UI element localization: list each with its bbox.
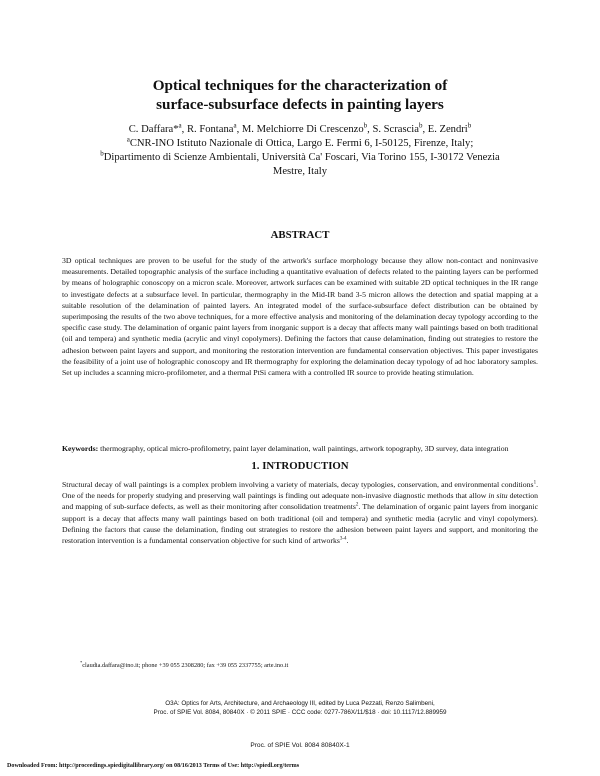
affiliation-text: CNR-INO Istituto Nazionale di Ottica, Largo E. Fermi 6, I-50125, Firenze, Italy; xyxy=(129,138,474,149)
author-name: C. Daffara* xyxy=(128,124,179,135)
keywords-text: thermography, optical micro-profilometry, paint layer delamination, wall paintings, artwork topography, 3D survey, data integration xyxy=(98,444,509,453)
citation-marker: 1 xyxy=(533,480,537,486)
introduction-paragraph xyxy=(62,479,538,546)
download-notice: Downloaded From: http://proceedings.spiedigitallibrary.org/ on 08/16/2013 Terms of Use: http://spiedl.org/terms xyxy=(7,763,300,769)
keywords-block xyxy=(62,443,538,454)
abstract-heading: ABSTRACT xyxy=(270,229,330,241)
abstract-text: 3D optical techniques are proven to be useful for the study of the artwork's surface morphology because they allow non-contact and noninvasive measurements. Detailed topographic analysis of the surface including a quantitative evaluation of defects related to the painting layers can be performed by means of holographic conoscopy on a micron scale. Moreover, artwork surfaces can be examined with suitable 2D optical techniques in the IR range to investigate defects at a subsurface level. In particular, thermography in the Mid-IR band 3-5 micron allows the detection and spatial mapping at a suitable resolution of the delamination of painted layers. An integrated model of the surface-subsurface defect distribution can be obtained by superimposing the results of the two above techniques, for a more effective analysis and monitoring of the delamination decay typology according to the specific case study. The delamination of organic paint layers from inorganic support is a decay that affects many wall paintings based on both traditional (oil and tempera) and synthetic media (acrylic and vinyl copolymers). Defining the factors that cause delamination, finding out strategies to restore the adhesion between paint layers and support, and monitoring the restoration intervention are fundamental conservation objectives. This paper investigates the feasibility of a joint use of holographic conoscopy and IR thermography for exploring the delamination decay typology of ad hoc laboratory samples. Set up includes a scanning micro-profilometer, and a thermal PtSi camera with a controlled IR source to provide heating stimulation. xyxy=(62,256,538,378)
author-name: , M. Melchiorre Di Crescenzo xyxy=(236,124,364,135)
affiliation-marker: b xyxy=(418,121,423,130)
proceedings-line-1: O3A: Optics for Arts, Architecture, and Archaeology III, edited by Luca Pezzati, Renzo Salimbeni, xyxy=(165,700,435,707)
proceedings-line-2: Proc. of SPIE Vol. 8084, 80840X · © 2011 SPIE · CCC code: 0277-786X/11/$18 · doi: 10.1117/12.889959 xyxy=(153,708,447,716)
author-name: , S. Scrascia xyxy=(367,124,419,135)
author-list xyxy=(40,123,560,137)
author-name: , R. Fontana xyxy=(181,124,234,135)
proceedings-citation xyxy=(60,700,540,717)
title-line-1: Optical techniques for the characterization of xyxy=(152,77,448,94)
affiliation-a xyxy=(40,137,560,151)
abstract-body xyxy=(62,255,538,378)
affiliation-marker: b xyxy=(363,121,368,130)
intro-text: . xyxy=(346,536,349,546)
citation-marker: 3-4 xyxy=(339,536,347,542)
affiliation-marker: a xyxy=(126,135,130,144)
keywords-label: Keywords: xyxy=(62,444,99,453)
intro-italic-text: in situ xyxy=(488,491,508,501)
affiliation-marker: b xyxy=(467,121,472,130)
author-block xyxy=(40,123,560,179)
footnote-text: claudia.daffara@ino.it; phone +39 055 2308280; fax +39 055 2337755; arte.ino.it xyxy=(82,662,289,669)
introduction-body xyxy=(62,479,538,546)
citation-marker: 2 xyxy=(355,502,359,508)
affiliation-text: Dipartimento di Scienze Ambientali, Università Ca' Foscari, Via Torino 155, I-30172 Venezia xyxy=(103,152,500,163)
author-name: , E. Zendri xyxy=(422,124,468,135)
page-number: Proc. of SPIE Vol. 8084 80840X-1 xyxy=(250,742,350,749)
section-heading-introduction: 1. INTRODUCTION xyxy=(251,460,349,472)
affiliation-marker: a xyxy=(233,121,237,130)
intro-text: Structural decay of wall paintings is a complex problem involving a variety of materials, decay typologies, conservation, and environmental conditions xyxy=(62,480,534,489)
intro-text: . One of the needs for properly studying and preserving wall paintings is finding out adequate non-invasive diagnostic methods that allow xyxy=(62,480,538,501)
title-line-2: surface-subsurface defects in painting layers xyxy=(156,96,444,113)
paper-title xyxy=(0,76,600,114)
footnote-marker: * xyxy=(80,659,83,665)
affiliation-marker: a xyxy=(178,121,182,130)
corresponding-author-footnote xyxy=(80,661,288,670)
intro-text: detection and mapping of sub-surface defects, as well as their monitoring after consolidation treatments xyxy=(62,491,538,512)
affiliation-marker: b xyxy=(100,149,104,158)
intro-text: . The delamination of organic paint layers from inorganic support is a decay that affects many wall paintings based on both traditional (oil and tempera) and synthetic media (acrylic and vinyl copolymers). Defining the factors that cause the delamination, finding out strategies to restore the adhesion between paint layers and support, and monitoring the restoration intervention is a fundamental conservation objective for such kind of artworks xyxy=(62,502,539,546)
affiliation-b-continued: Mestre, Italy xyxy=(272,166,328,177)
affiliation-b xyxy=(40,151,560,165)
